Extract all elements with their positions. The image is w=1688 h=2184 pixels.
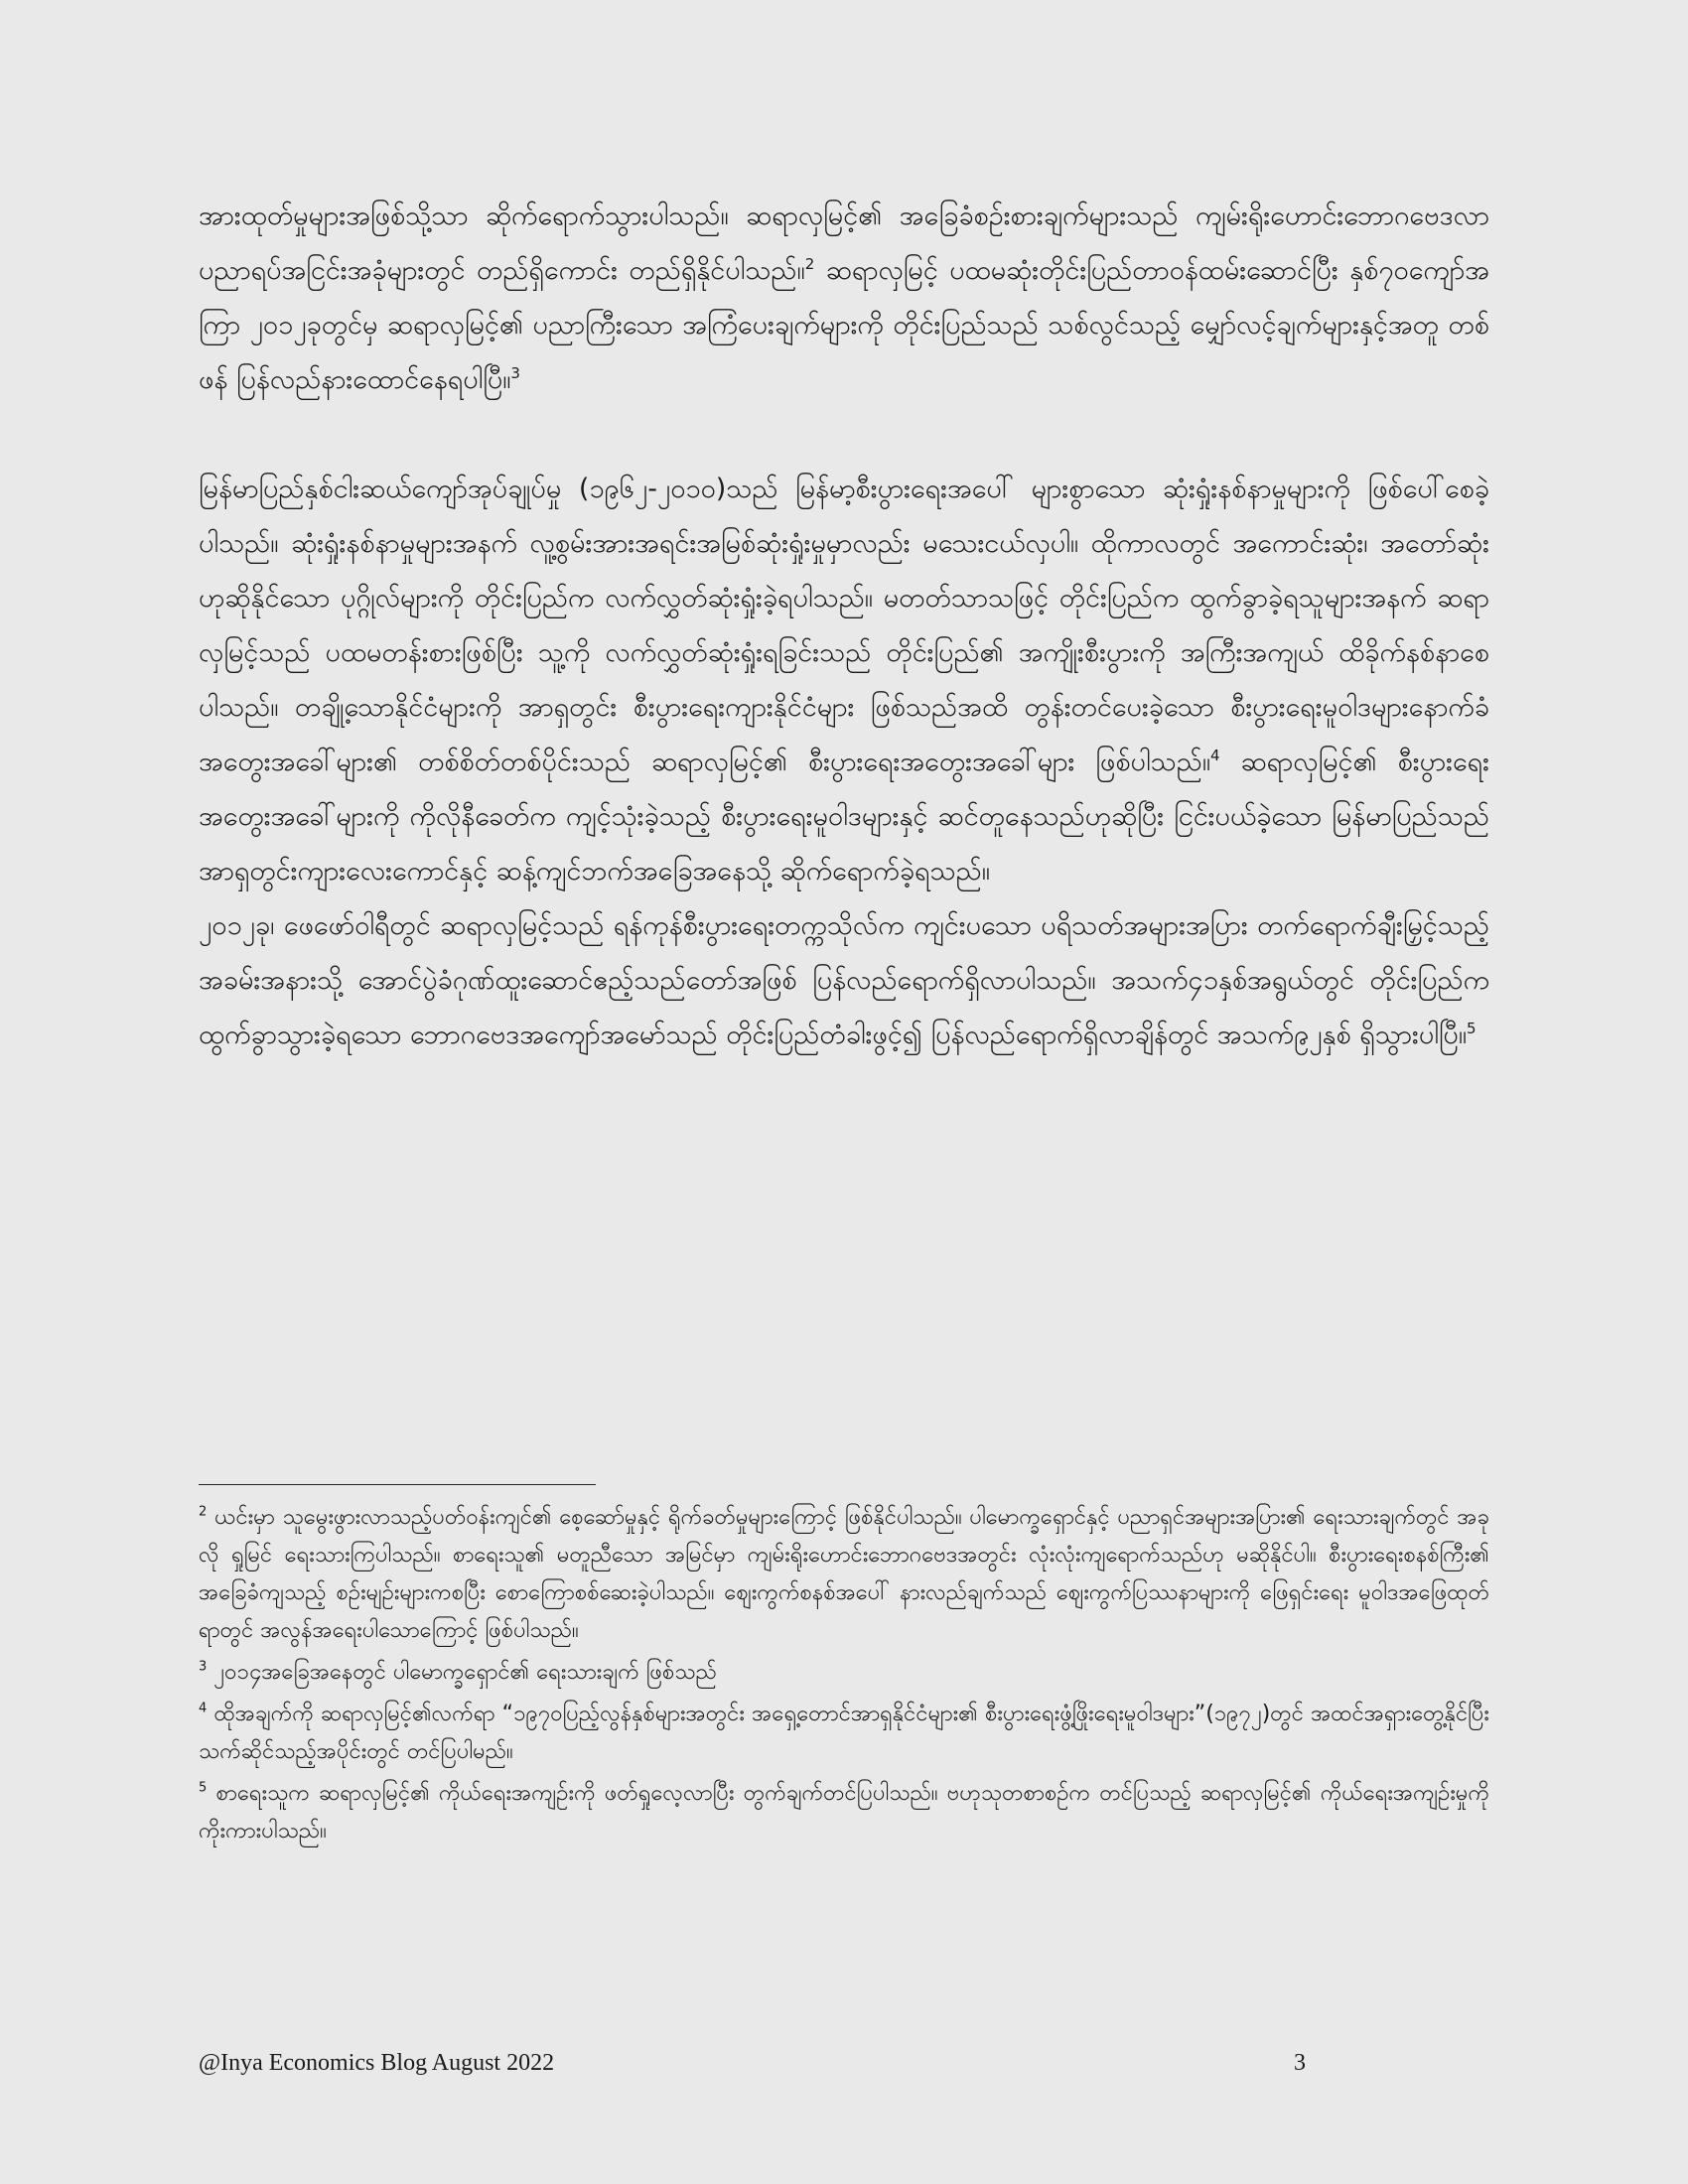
- footnote-divider: [199, 1484, 596, 1485]
- footnote-text: ၂၀၁၄အခြေအနေတွင် ပါမောက္ခရှောင်၏ ရေးသားချက် ဖြစ်သည်: [207, 1660, 717, 1685]
- paragraph-text: ဆရာလှမြင့် ပထမဆုံးတိုင်းပြည်တာဝန်ထမ်းဆောင်ပြီး နှစ်၇၀ကျော်အကြာ ၂၀၁၂ခုတွင်မှ ဆရာလှမြင့်၏ ပညာကြီးသော အကြံပေးချက်များကို တိုင်းပြည်သည် သစ်လွင်သည့် မျှော်လင့်ချက်များနှင့်အတူ တစ်ဖန် ပြန်လည်နားထောင်နေရပါပြီ။: [199, 255, 1489, 395]
- footnote-number: 5: [199, 1780, 208, 1796]
- footnote-ref-3[interactable]: 3: [510, 364, 520, 382]
- footnote-3: [199, 1654, 1489, 1692]
- footnote-number: 2: [199, 1504, 208, 1520]
- paragraph-text: ဆရာလှမြင့်၏ စီးပွားရေးအတွေးအခေါ်များကို ကိုလိုနီခေတ်က ကျင့်သုံးခဲ့သည့် စီးပွားရေးမူဝါဒများနှင့် ဆင်တူနေသည်ဟုဆိုပြီး ငြင်းပယ်ခဲ့သော မြန်မာပြည်သည် အာရှတွင်းကျားလေးကောင်နှင့် ဆန့်ကျင်ဘက်အခြေအနေသို့ ဆိုက်ရောက်ခဲ့ရသည်။: [199, 747, 1489, 887]
- footnote-number: 4: [199, 1701, 208, 1716]
- footnote-number: 3: [199, 1659, 208, 1675]
- paragraph-3: [199, 898, 1489, 1062]
- footnote-ref-4[interactable]: 4: [1210, 747, 1220, 764]
- paragraph-text: မြန်မာပြည်နှစ်ငါးဆယ်ကျော်အုပ်ချုပ်မှု (၁၉၆၂-၂၀၁၀)သည် မြန်မာ့စီးပွားရေးအပေါ် များစွာသော ဆုံးရှုံးနစ်နာမှုများကို ဖြစ်ပေါ်စေခဲ့ပါသည်။ ဆုံးရှုံးနစ်နာမှုများအနက် လူ့စွမ်းအားအရင်းအမြစ်ဆုံးရှုံးမှုမှာလည်း မသေးငယ်လှပါ။ ထိုကာလတွင် အကောင်းဆုံး၊ အတော်ဆုံးဟုဆိုနိုင်သော ပုဂ္ဂိုလ်များကို တိုင်းပြည်က လက်လွှတ်ဆုံးရှုံးခဲ့ရပါသည်။ မတတ်သာသဖြင့် တိုင်းပြည်က ထွက်ခွာခဲ့ရသူများအနက် ဆရာလှမြင့်သည် ပထမတန်းစားဖြစ်ပြီး သူ့ကို လက်လွှတ်ဆုံးရှုံးရခြင်းသည် တိုင်းပြည်၏ အကျိုးစီးပွားကို အကြီးအကျယ် ထိခိုက်နစ်နာစေပါသည်။ တချို့သောနိုင်ငံများကို အာရှတွင်း စီးပွားရေးကျားနိုင်ငံများ ဖြစ်သည်အထိ တွန်းတင်ပေးခဲ့သော စီးပွားရေးမူဝါဒများနောက်ခံအတွေးအခေါ်များ၏ တစ်စိတ်တစ်ပိုင်းသည် ဆရာလှမြင့်၏ စီးပွားရေးအတွေးအခေါ်များ ဖြစ်ပါသည်။: [199, 474, 1489, 777]
- footnote-text: ယင်းမှာ သူမွေးဖွားလာသည့်ပတ်ဝန်းကျင်၏ စေ့ဆော်မှုနှင့် ရိုက်ခတ်မှုများကြောင့် ဖြစ်နိုင်ပါသည်။ ပါမောက္ခရှောင်နှင့် ပညာရှင်အများအပြား၏ ရေးသားချက်တွင် အခုလို ရှုမြင် ရေးသားကြပါသည်။ စာရေးသူ၏ မတူညီသော အမြင်မှာ ကျမ်းရိုးဟောင်းဘောဂဗေဒအတွင်း လုံးလုံးကျရောက်သည်ဟု မဆိုနိုင်ပါ။ စီးပွားရေးစနစ်ကြီး၏ အခြေခံကျသည့် စဉ်းမျဉ်းများကစပြီး စောကြောစစ်ဆေးခဲ့ပါသည်။ ဈေးကွက်စနစ်အပေါ် နားလည်ချက်သည် ဈေးကွက်ပြဿနာများကို ဖြေရှင်းရေး မူဝါဒအဖြေထုတ်ရာတွင် အလွန်အရေးပါသောကြောင့် ဖြစ်ပါသည်။: [199, 1505, 1489, 1643]
- footnote-text: စာရေးသူက ဆရာလှမြင့်၏ ကိုယ်ရေးအကျဉ်းကို ဖတ်ရှုလေ့လာပြီး တွက်ချက်တင်ပြပါသည်။ ဗဟုသုတစာစဉ်က တင်ပြသည့် ဆရာလှမြင့်၏ ကိုယ်ရေးအကျဉ်းမှုကို ကိုးကားပါသည်။: [199, 1781, 1489, 1843]
- footnote-text: ထိုအချက်ကို ဆရာလှမြင့်၏လက်ရာ “၁၉၇၀ပြည့်လွန်နှစ်များအတွင်း အရှေ့တောင်အာရှနိုင်ငံများ၏ စီးပွားရေးဖွံ့ဖြိုးရေးမူဝါဒများ”(၁၉၇၂)တွင် အထင်အရှားတွေ့နိုင်ပြီး သက်ဆိုင်သည့်အပိုင်းတွင် တင်ပြပါမည်။: [199, 1702, 1489, 1764]
- footnote-4: [199, 1696, 1489, 1771]
- paragraph-2: [199, 462, 1489, 898]
- paragraph-1: [199, 189, 1489, 407]
- footnote-ref-2[interactable]: 2: [804, 255, 815, 273]
- footnotes: [199, 1499, 1489, 1854]
- footnote-2: [199, 1499, 1489, 1650]
- footnote-ref-5[interactable]: 5: [1467, 1020, 1477, 1037]
- page-number: 3: [1294, 2050, 1306, 2076]
- page-footer: [199, 2050, 1306, 2077]
- footer-source: @Inya Economics Blog August 2022: [199, 2050, 555, 2076]
- footnote-5: [199, 1775, 1489, 1850]
- paragraph-text: ၂၀၁၂ခု၊ ဖေဖော်ဝါရီတွင် ဆရာလှမြင့်သည် ရန်ကုန်စီးပွားရေးတက္ကသိုလ်က ကျင်းပသော ပရိသတ်အများအပြား တက်ရောက်ချီးမြှင့်သည့် အခမ်းအနားသို့ အောင်ပွဲခံဂုဏ်ထူးဆောင်ဧည့်သည်တော်အဖြစ် ပြန်လည်ရောက်ရှိလာပါသည်။ အသက်၄၁နှစ်အရွယ်တွင် တိုင်းပြည်က ထွက်ခွာသွားခဲ့ရသော ဘောဂဗေဒအကျော်အမော်သည် တိုင်းပြည်တံခါးဖွင့်၍ ပြန်လည်ရောက်ရှိလာချိန်တွင် အသက်၉၂နှစ် ရှိသွားပါပြီ။: [199, 910, 1489, 1050]
- body-text: [199, 189, 1489, 1062]
- paragraph-text: အားထုတ်မှုများအဖြစ်သို့သာ ဆိုက်ရောက်သွားပါသည်။ ဆရာလှမြင့်၏ အခြေခံစဉ်းစားချက်များသည် ကျမ်းရိုးဟောင်းဘောဂဗေဒလာ ပညာရပ်အငြင်းအခုံများတွင် တည်ရှိကောင်း တည်ရှိနိုင်ပါသည်။: [199, 201, 1489, 286]
